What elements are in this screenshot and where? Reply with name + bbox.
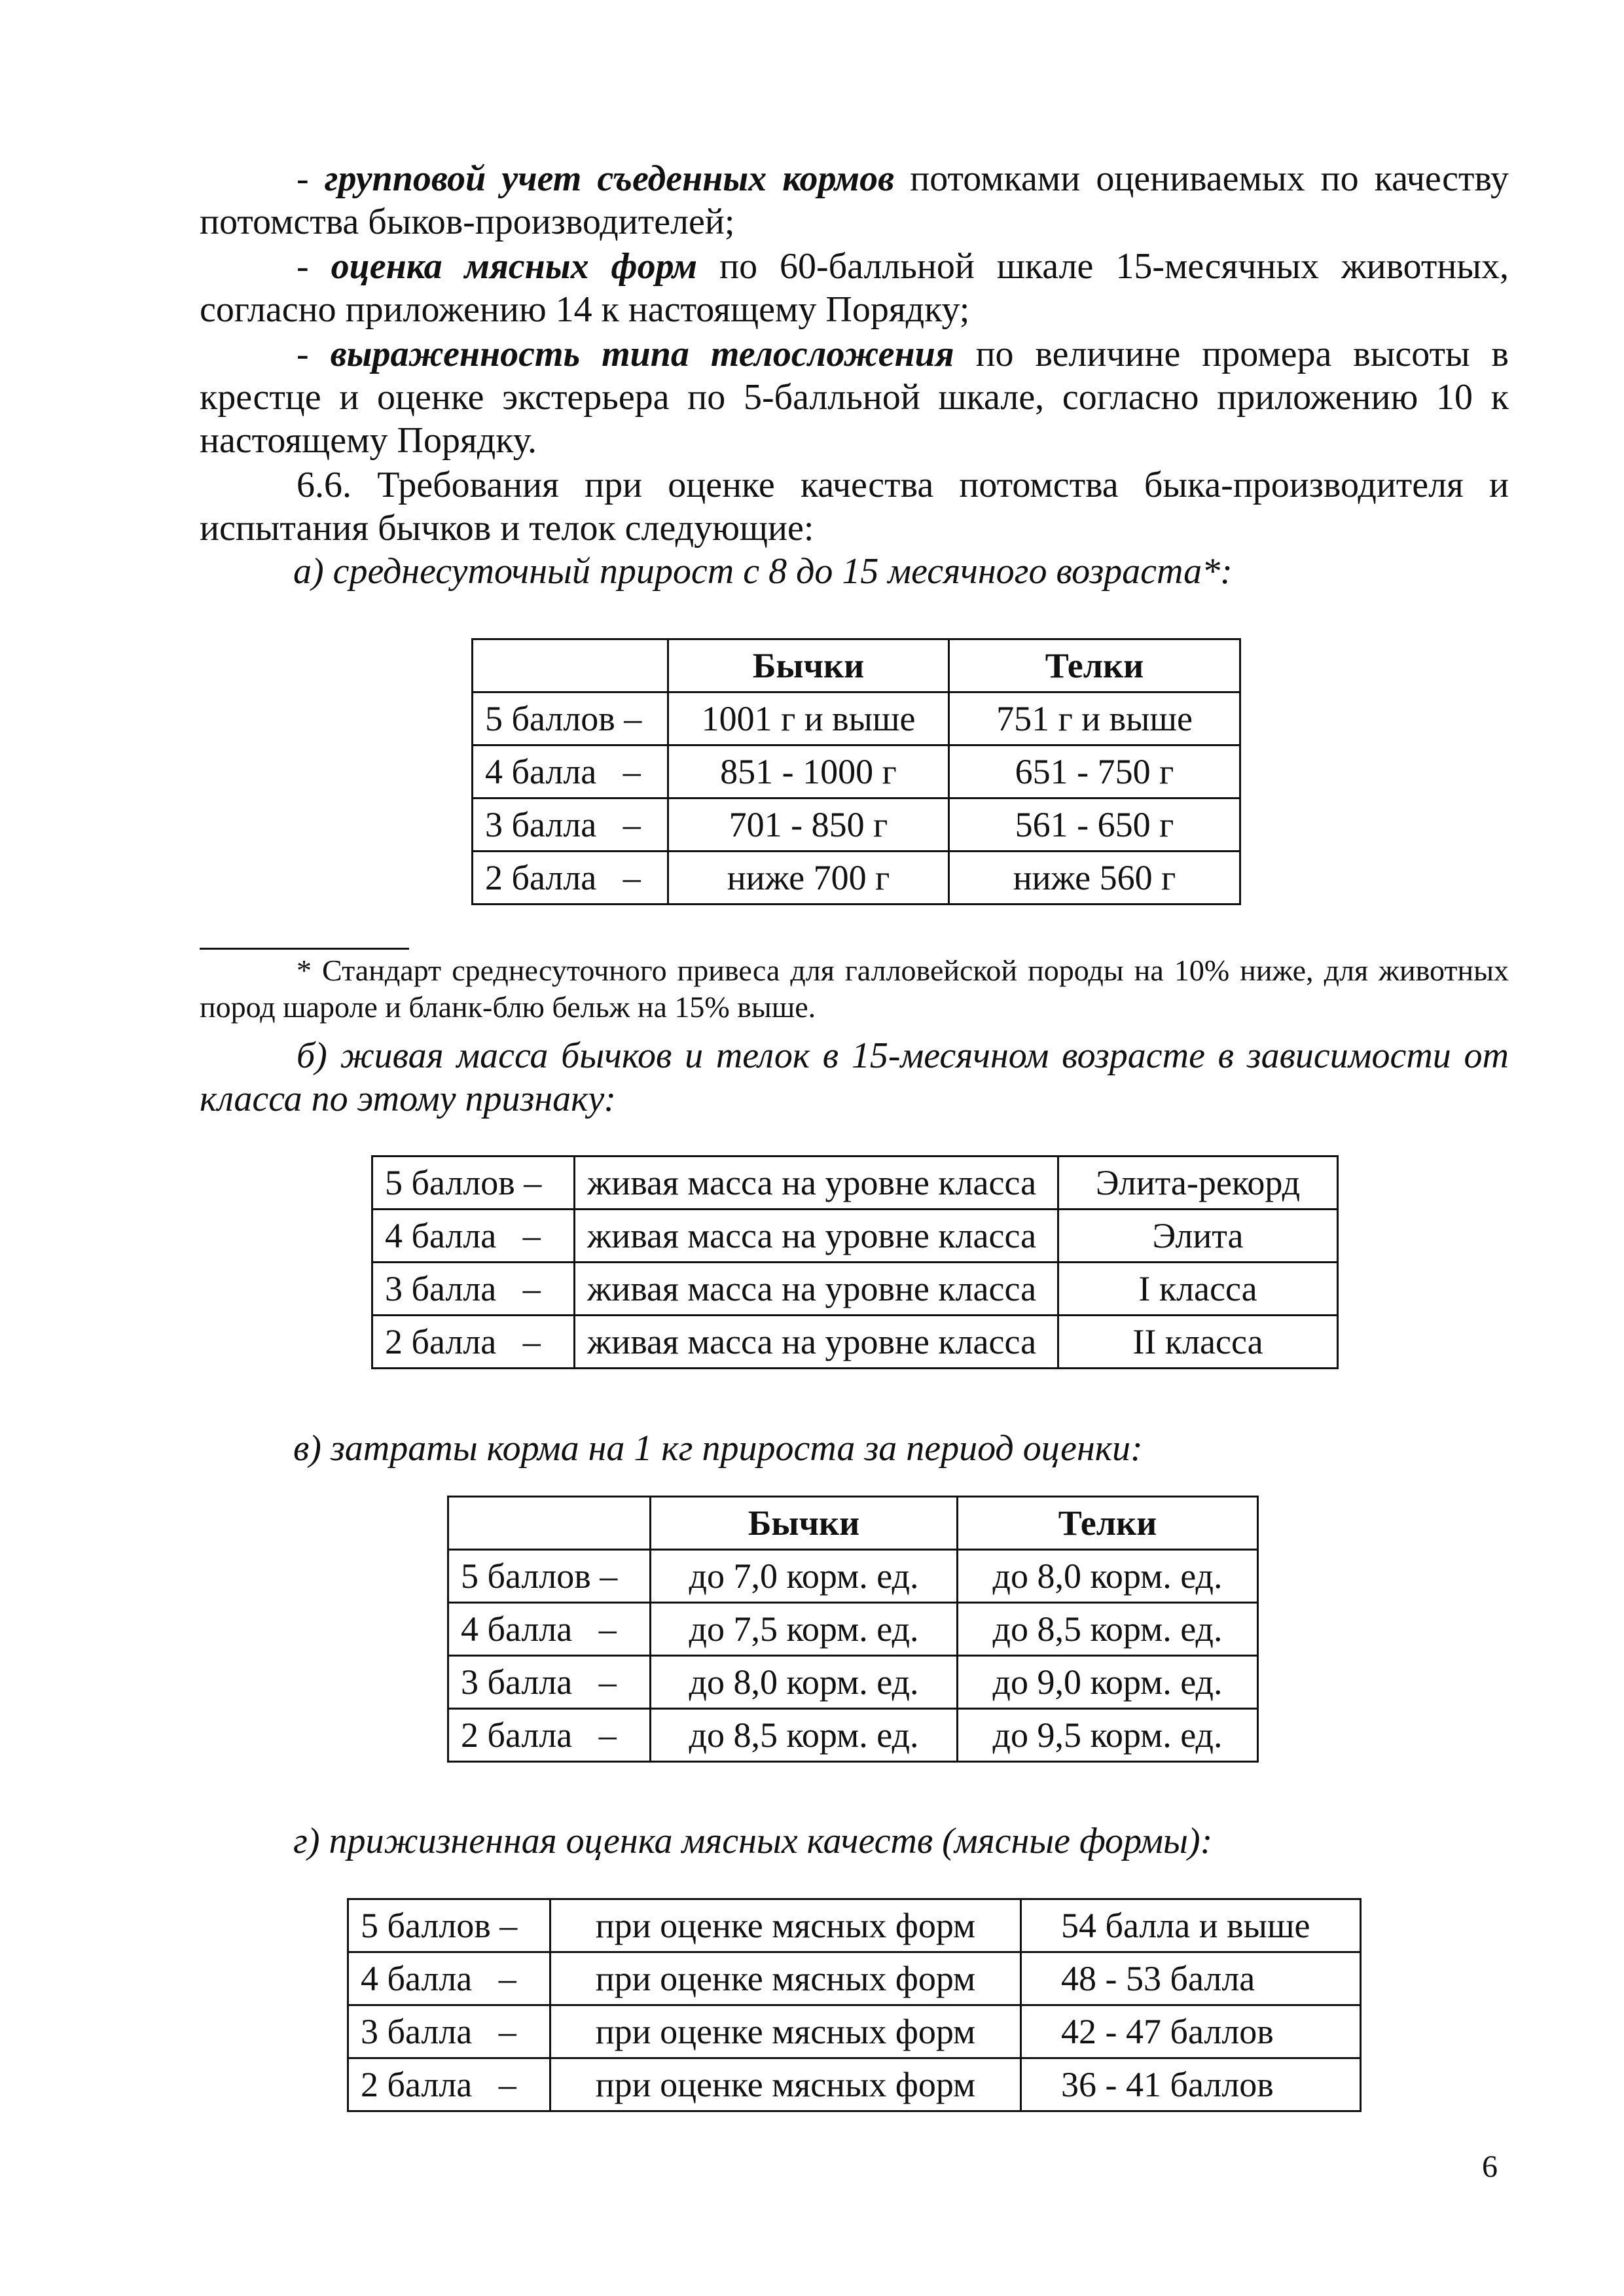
score-cell: 5 баллов –: [372, 1157, 575, 1210]
table-row: [448, 1603, 1258, 1656]
table-row: [448, 1709, 1258, 1762]
heifers-value-cell: 751 г и выше: [949, 692, 1240, 745]
score-cell: 4 балла –: [372, 1210, 575, 1263]
table-row: [348, 2058, 1361, 2111]
bulls-value-cell: до 7,5 корм. ед.: [651, 1603, 958, 1656]
para-emphasis: групповой учет съеденных кормов: [324, 158, 895, 199]
description-cell: при оценке мясных форм: [550, 1899, 1021, 1952]
section-d-heading: г) прижизненная оценка мясных качеств (мясные формы):: [293, 1821, 1213, 1861]
bulls-value-cell: до 8,0 корм. ед.: [651, 1656, 958, 1709]
score-cell: 3 балла –: [448, 1656, 651, 1709]
table-row: [473, 852, 1240, 905]
para-lead: -: [297, 246, 331, 287]
bulls-value-cell: ниже 700 г: [668, 852, 949, 905]
heifers-value-cell: 651 - 750 г: [949, 745, 1240, 798]
score-cell: 3 балла –: [473, 798, 668, 852]
heifers-value-cell: 561 - 650 г: [949, 798, 1240, 852]
points-cell: 54 балла и выше: [1021, 1899, 1361, 1952]
header-cell-bulls: Бычки: [651, 1497, 958, 1550]
table-header-row: [448, 1497, 1258, 1550]
score-cell: 5 баллов –: [473, 692, 668, 745]
table-row: [372, 1263, 1338, 1316]
para-emphasis: оценка мясных форм: [331, 246, 698, 287]
para-lead: -: [297, 334, 331, 374]
score-cell: 2 балла –: [348, 2058, 550, 2111]
score-cell: 4 балла –: [448, 1603, 651, 1656]
description-cell: живая масса на уровне класса: [575, 1316, 1058, 1369]
heifers-value-cell: до 9,5 корм. ед.: [958, 1709, 1258, 1762]
header-cell-heifers: Телки: [949, 639, 1240, 692]
para-text: по величине промера высоты в крестце и оценке экстерьера по 5-балльной шкале, согласно приложению 10 к настоящему Порядку.: [200, 334, 1509, 461]
para-lead: -: [297, 158, 325, 199]
bulls-value-cell: 851 - 1000 г: [668, 745, 949, 798]
table-row: [448, 1550, 1258, 1603]
score-cell: 3 балла –: [372, 1263, 575, 1316]
description-cell: живая масса на уровне класса: [575, 1157, 1058, 1210]
score-cell: 2 балла –: [372, 1316, 575, 1369]
score-cell: 2 балла –: [473, 852, 668, 905]
page-number: 6: [1482, 2149, 1498, 2184]
table-row: [473, 692, 1240, 745]
class-cell: Элита-рекорд: [1058, 1157, 1338, 1210]
table-row: [348, 1952, 1361, 2005]
heifers-value-cell: до 8,5 корм. ед.: [958, 1603, 1258, 1656]
bulls-value-cell: до 7,0 корм. ед.: [651, 1550, 958, 1603]
score-cell: 5 баллов –: [448, 1550, 651, 1603]
description-cell: при оценке мясных форм: [550, 1952, 1021, 2005]
heifers-value-cell: до 8,0 корм. ед.: [958, 1550, 1258, 1603]
table-meat-quality: [347, 1898, 1362, 2112]
points-cell: 36 - 41 баллов: [1021, 2058, 1361, 2111]
heifers-value-cell: ниже 560 г: [949, 852, 1240, 905]
points-cell: 42 - 47 баллов: [1021, 2005, 1361, 2058]
description-cell: живая масса на уровне класса: [575, 1210, 1058, 1263]
table-row: [473, 798, 1240, 852]
table-row: [448, 1656, 1258, 1709]
class-cell: II класса: [1058, 1316, 1338, 1369]
bulls-value-cell: 701 - 850 г: [668, 798, 949, 852]
bulls-value-cell: до 8,5 корм. ед.: [651, 1709, 958, 1762]
table-row: [473, 745, 1240, 798]
score-cell: 4 балла –: [348, 1952, 550, 2005]
class-cell: Элита: [1058, 1210, 1338, 1263]
header-cell-bulls: Бычки: [668, 639, 949, 692]
section-c-heading: в) затраты корма на 1 кг прироста за период оценки:: [293, 1428, 1143, 1469]
bulls-value-cell: 1001 г и выше: [668, 692, 949, 745]
paragraph-body-type: [200, 332, 1509, 462]
score-cell: 3 балла –: [348, 2005, 550, 2058]
table-live-weight: [371, 1155, 1339, 1369]
table-row: [348, 2005, 1361, 2058]
section-a-heading: а) среднесуточный прирост с 8 до 15 месячного возраста*:: [293, 551, 1233, 592]
header-cell-empty: [448, 1497, 651, 1550]
table-row: [372, 1210, 1338, 1263]
para-text: по 60-балльной шкале 15-месячных животных, согласно приложению 14 к настоящему Порядку;: [200, 246, 1509, 330]
table-header-row: [473, 639, 1240, 692]
table-row: [372, 1316, 1338, 1369]
table-daily-gain: [471, 638, 1241, 905]
table-row: [372, 1157, 1338, 1210]
header-cell-heifers: Телки: [958, 1497, 1258, 1550]
score-cell: 2 балла –: [448, 1709, 651, 1762]
score-cell: 4 балла –: [473, 745, 668, 798]
footnote: * Стандарт среднесуточного привеса для галловейской породы на 10% ниже, для животных пород шароле и бланк-блю бельж на 15% выше.: [200, 954, 1509, 1024]
points-cell: 48 - 53 балла: [1021, 1952, 1361, 2005]
para-emphasis: выраженность типа телосложения: [330, 334, 954, 374]
score-cell: 5 баллов –: [348, 1899, 550, 1952]
section-b-heading: б) живая масса бычков и телок в 15-месячном возрасте в зависимости от класса по этому признаку:: [200, 1035, 1509, 1119]
class-cell: I класса: [1058, 1263, 1338, 1316]
footnote-divider: [200, 948, 409, 950]
table-row: [348, 1899, 1361, 1952]
description-cell: при оценке мясных форм: [550, 2058, 1021, 2111]
table-feed-cost: [447, 1496, 1259, 1763]
description-cell: при оценке мясных форм: [550, 2005, 1021, 2058]
paragraph-group-feed-accounting: [200, 157, 1509, 243]
description-cell: живая масса на уровне класса: [575, 1263, 1058, 1316]
heifers-value-cell: до 9,0 корм. ед.: [958, 1656, 1258, 1709]
header-cell-empty: [473, 639, 668, 692]
para-text: потомками оцениваемых по качеству потомства быков-производителей;: [200, 158, 1509, 242]
paragraph-meat-forms: [200, 245, 1509, 331]
paragraph-requirements: 6.6. Требования при оценке качества потомства быка-производителя и испытания бычков и телок следующие:: [200, 465, 1509, 548]
